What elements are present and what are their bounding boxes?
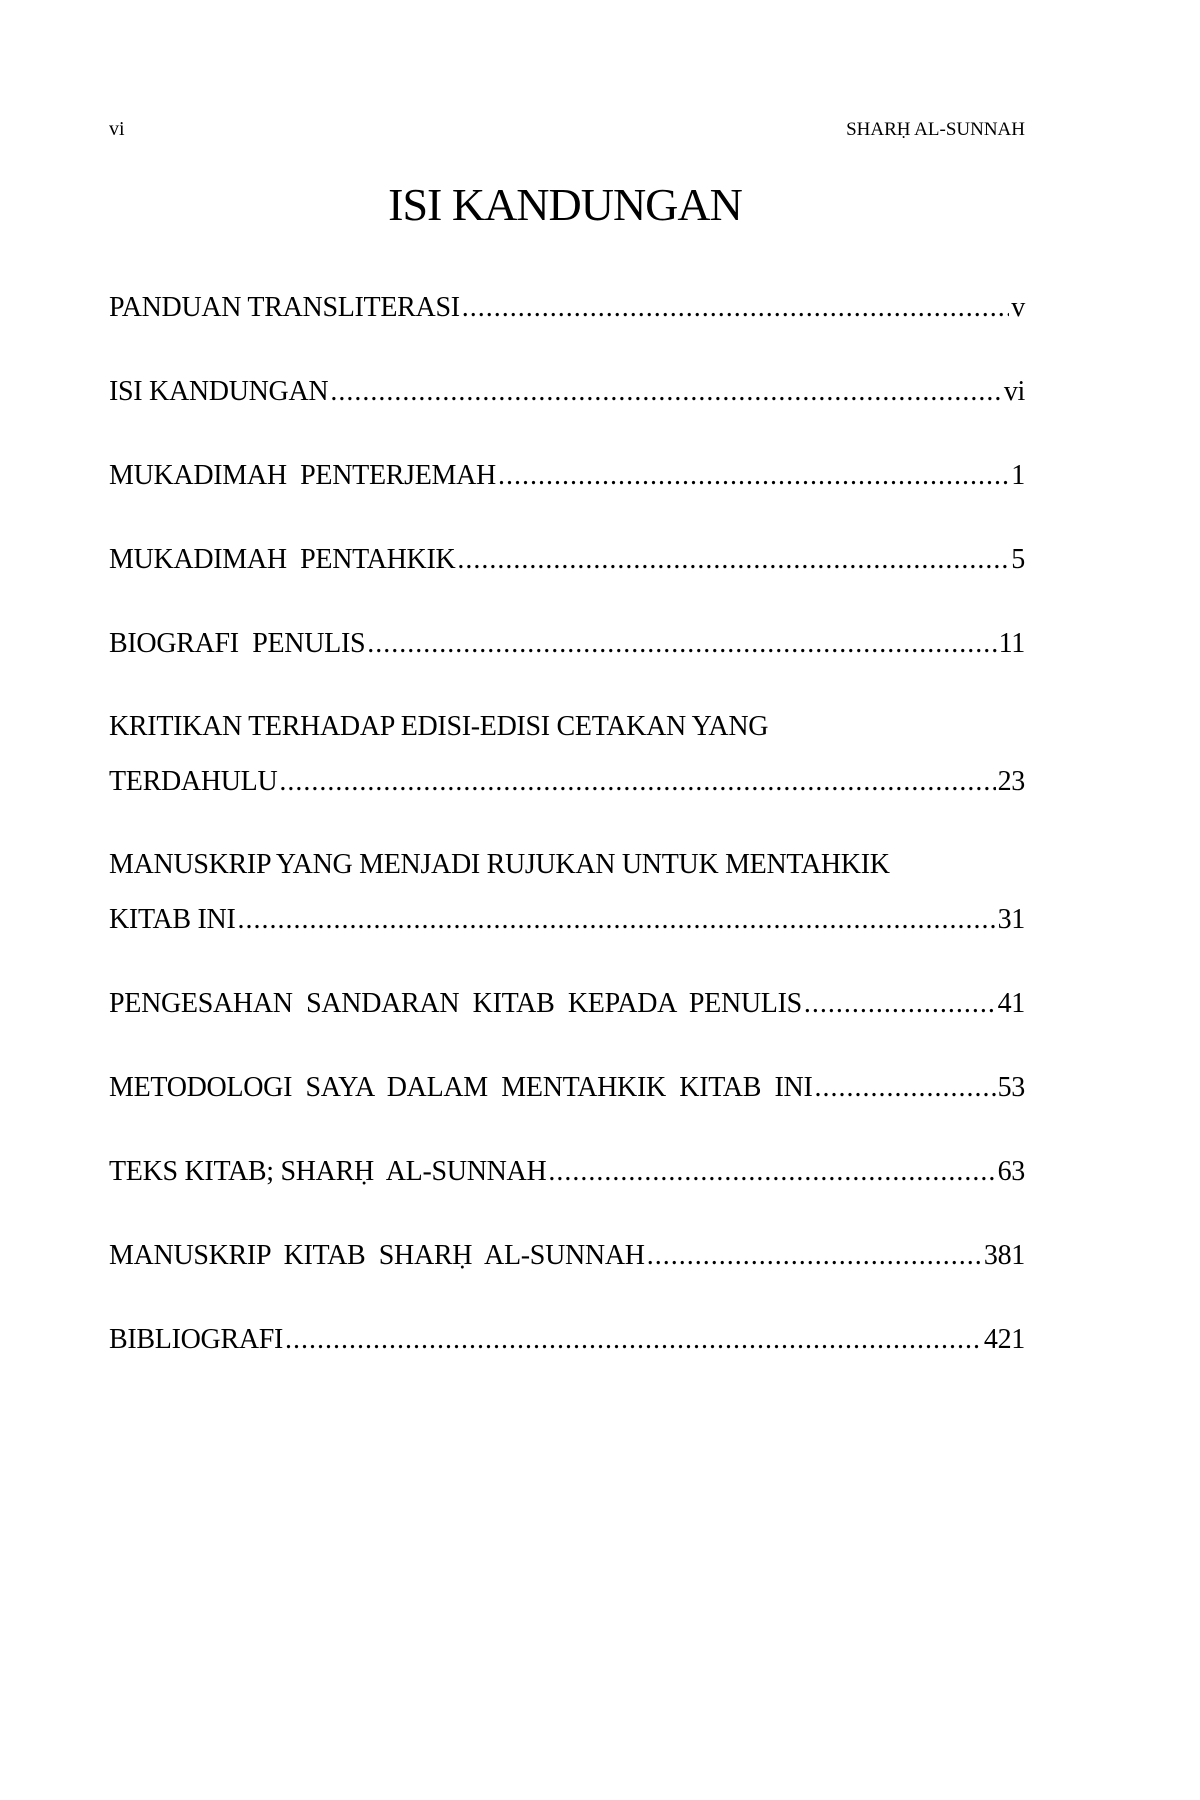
toc-entry-label: MUKADIMAH PENTERJEMAH — [109, 460, 496, 491]
running-header — [109, 118, 1025, 141]
toc-dot-leader — [462, 280, 1010, 336]
toc-entry-first-line: MANUSKRIP YANG MENJADI RUJUKAN UNTUK MENTAHKIK — [109, 849, 890, 880]
toc-dot-leader — [647, 1228, 982, 1284]
toc-entry — [109, 838, 1025, 948]
toc-entry — [109, 1060, 1025, 1116]
toc-entry-page: 53 — [997, 1072, 1025, 1103]
toc-entry-first-line: KRITIKAN TERHADAP EDISI-EDISI CETAKAN YANG — [109, 711, 769, 742]
toc-entry — [109, 1228, 1025, 1284]
toc-entry-page: 23 — [997, 766, 1025, 797]
toc-dot-leader — [457, 532, 1009, 588]
toc-entry-label: ISI KANDUNGAN — [109, 376, 329, 407]
toc-dot-leader — [330, 364, 1002, 420]
toc-dot-leader — [367, 616, 996, 672]
toc-dot-leader — [814, 1060, 995, 1116]
toc-entry-label: METODOLOGI SAYA DALAM MENTAHKIK KITAB INI — [109, 1072, 813, 1103]
toc-entry-label: TEKS KITAB; SHARḤ AL-SUNNAH — [109, 1156, 547, 1187]
toc-dot-leader — [548, 1144, 995, 1200]
header-running-title: SHARḤ AL-SUNNAH — [846, 119, 1025, 140]
page-title: ISI KANDUNGAN — [388, 179, 742, 230]
toc-entry-label: PENGESAHAN SANDARAN KITAB KEPADA PENULIS — [109, 988, 802, 1019]
header-page-number: vi — [109, 118, 125, 140]
toc-entry — [109, 364, 1025, 420]
toc-entry-page: 421 — [983, 1324, 1025, 1355]
toc-entry-page: 381 — [983, 1240, 1025, 1271]
toc-entry-page: 31 — [997, 904, 1025, 935]
toc-entry — [109, 700, 1025, 810]
toc-entry-page: 41 — [997, 988, 1025, 1019]
toc-entry-label: TERDAHULU — [109, 766, 278, 797]
toc-dot-leader — [498, 448, 1009, 504]
toc-dot-leader — [279, 754, 995, 810]
toc-entry — [109, 532, 1025, 588]
toc-entry-page: vi — [1003, 376, 1025, 407]
toc-entry — [109, 616, 1025, 672]
toc-entry — [109, 280, 1025, 336]
toc-entry — [109, 1144, 1025, 1200]
toc-entry — [109, 1312, 1025, 1368]
table-of-contents — [109, 280, 1025, 1396]
toc-entry-page: 63 — [997, 1156, 1025, 1187]
toc-entry-page: 5 — [1011, 544, 1025, 575]
toc-entry-label: KITAB INI — [109, 904, 236, 935]
toc-entry-label: BIBLIOGRAFI — [109, 1324, 284, 1355]
toc-entry-label: BIOGRAFI PENULIS — [109, 628, 366, 659]
toc-entry-label: MUKADIMAH PENTAHKIK — [109, 544, 456, 575]
toc-entry-label: PANDUAN TRANSLITERASI — [109, 292, 460, 323]
toc-entry-page: v — [1011, 292, 1025, 323]
toc-entry-page: 1 — [1011, 460, 1025, 491]
toc-dot-leader — [285, 1312, 982, 1368]
toc-entry — [109, 448, 1025, 504]
toc-entry-page: 11 — [998, 628, 1025, 659]
toc-entry — [109, 976, 1025, 1032]
toc-entry-label: MANUSKRIP KITAB SHARḤ AL-SUNNAH — [109, 1240, 645, 1271]
toc-dot-leader — [804, 976, 996, 1032]
toc-dot-leader — [237, 892, 995, 948]
